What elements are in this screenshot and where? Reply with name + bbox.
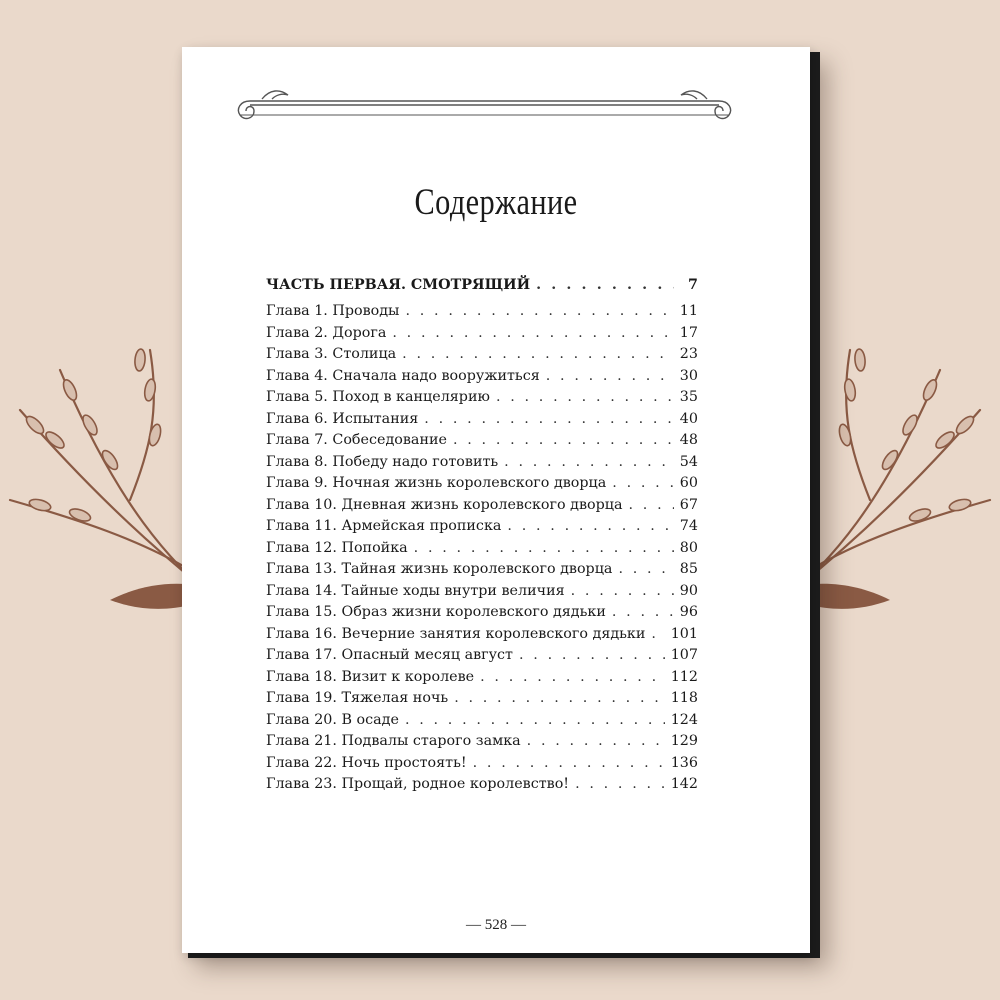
- toc-leader-dots: [504, 454, 674, 470]
- toc-entry: [266, 325, 698, 347]
- toc-leader-dots: [496, 389, 674, 405]
- toc-entry-page: 30: [679, 367, 698, 384]
- toc-entry: [266, 389, 698, 411]
- toc-leader-dots: [402, 346, 674, 362]
- toc-entry: [266, 776, 698, 798]
- toc-entry: [266, 303, 698, 325]
- toc-entry-title: Глава 8. Победу надо готовить: [266, 453, 499, 470]
- toc-entry-page: 142: [670, 776, 698, 792]
- toc-entry: [266, 626, 698, 648]
- toc-entry: [266, 755, 698, 777]
- toc-entry: [266, 497, 698, 519]
- toc-leader-dots: [480, 669, 665, 685]
- toc-entry-page: 74: [679, 518, 698, 534]
- toc-leader-dots: [507, 518, 673, 534]
- toc-entry-title: Глава 9. Ночная жизнь королевского дворца: [266, 475, 607, 491]
- toc-leader-dots: [612, 604, 674, 620]
- toc-leader-dots: [519, 647, 665, 663]
- toc-entry-title: ЧАСТЬ ПЕРВАЯ. СМОТРЯЩИЙ: [266, 277, 531, 293]
- toc-entry: [266, 454, 698, 476]
- toc-entry-title: Глава 15. Образ жизни королевского дядьки: [266, 604, 606, 620]
- toc-entry: [266, 583, 698, 605]
- toc-entry-title: Глава 7. Собеседование: [266, 432, 447, 448]
- toc-leader-dots: [414, 540, 674, 556]
- toc-entry-page: 107: [670, 647, 698, 663]
- toc-entry-title: Глава 13. Тайная жизнь королевского дворца: [266, 561, 613, 577]
- toc-entry: [266, 368, 698, 390]
- toc-entry: [266, 669, 698, 691]
- toc-entry-page: 67: [679, 496, 698, 513]
- toc-entry-title: Глава 4. Сначала надо вооружиться: [266, 367, 540, 384]
- toc-entry-title: Глава 16. Вечерние занятия королевского дядьки: [266, 625, 646, 642]
- toc-leader-dots: [454, 690, 665, 706]
- toc-entry-title: Глава 3. Столица: [266, 346, 397, 362]
- book-page: [182, 47, 810, 953]
- toc-leader-dots: [392, 325, 673, 341]
- toc-entry-page: 54: [679, 453, 698, 470]
- toc-entry-page: 101: [670, 625, 698, 642]
- toc-entry-title: Глава 1. Проводы: [266, 303, 400, 319]
- toc-entry-title: Глава 5. Поход в канцелярию: [266, 389, 490, 405]
- toc-entry-page: 23: [679, 346, 698, 362]
- toc-entry-page: 7: [688, 277, 698, 293]
- toc-entry-page: 129: [670, 733, 698, 749]
- toc-entry-title: Глава 10. Дневная жизнь королевского дворца: [266, 496, 623, 513]
- toc-entry: [266, 518, 698, 540]
- table-of-contents: [266, 277, 698, 798]
- toc-entry-title: Глава 20. В осаде: [266, 711, 399, 728]
- toc-entry: [266, 540, 698, 562]
- toc-entry-title: Глава 19. Тяжелая ночь: [266, 690, 449, 706]
- toc-entry-page: 96: [679, 604, 698, 620]
- toc-leader-dots: [612, 475, 674, 491]
- toc-entry-page: 40: [679, 410, 698, 427]
- toc-entry: [266, 733, 698, 755]
- toc-entry-title: Глава 14. Тайные ходы внутри величия: [266, 582, 565, 599]
- page-title: Содержание: [414, 182, 578, 223]
- toc-leader-dots: [405, 303, 673, 319]
- toc-leader-dots: [473, 755, 665, 771]
- toc-leader-dots: [453, 432, 674, 448]
- toc-entry: [266, 561, 698, 583]
- toc-entry: [266, 346, 698, 368]
- toc-leader-dots: [575, 776, 665, 792]
- toc-leader-dots: [424, 411, 674, 427]
- toc-entry-page: 60: [679, 475, 698, 491]
- toc-leader-dots: [546, 368, 674, 384]
- toc-entry-page: 118: [670, 690, 698, 706]
- toc-entry-page: 112: [670, 668, 698, 685]
- toc-entry-title: Глава 18. Визит к королеве: [266, 668, 475, 685]
- toc-leader-dots: [405, 712, 665, 728]
- toc-leader-dots: [536, 277, 674, 293]
- toc-entry: [266, 647, 698, 669]
- page-number: — 528 —: [466, 917, 526, 933]
- toc-entry-title: Глава 2. Дорога: [266, 324, 387, 341]
- toc-leader-dots: [629, 497, 674, 513]
- toc-leader-dots: [571, 583, 674, 599]
- toc-entry: [266, 604, 698, 626]
- toc-entry-title: Глава 22. Ночь простоять!: [266, 754, 467, 771]
- toc-entry: [266, 432, 698, 454]
- toc-leader-dots: [618, 561, 673, 577]
- toc-entry-page: 11: [679, 303, 698, 319]
- toc-leader-dots: [651, 626, 664, 642]
- toc-entry-page: 90: [679, 582, 698, 599]
- toc-entry-page: 17: [679, 324, 698, 341]
- toc-leader-dots: [527, 733, 665, 749]
- toc-entry: [266, 475, 698, 497]
- toc-part-heading: [266, 277, 698, 303]
- toc-entry-page: 35: [679, 389, 698, 405]
- toc-entry-page: 85: [679, 561, 698, 577]
- scroll-ornament-icon: [232, 85, 737, 127]
- toc-entry: [266, 712, 698, 734]
- toc-entry-page: 80: [679, 539, 698, 556]
- toc-entry-page: 48: [679, 432, 698, 448]
- toc-entry-title: Глава 6. Испытания: [266, 410, 419, 427]
- toc-entry-title: Глава 11. Армейская прописка: [266, 518, 502, 534]
- toc-entry-title: Глава 23. Прощай, родное королевство!: [266, 776, 570, 792]
- toc-entry: [266, 411, 698, 433]
- toc-entry: [266, 690, 698, 712]
- toc-entry-page: 136: [670, 754, 698, 771]
- toc-entry-title: Глава 21. Подвалы старого замка: [266, 733, 521, 749]
- toc-entry-title: Глава 17. Опасный месяц август: [266, 647, 513, 663]
- toc-entry-page: 124: [670, 711, 698, 728]
- toc-entry-title: Глава 12. Попойка: [266, 539, 408, 556]
